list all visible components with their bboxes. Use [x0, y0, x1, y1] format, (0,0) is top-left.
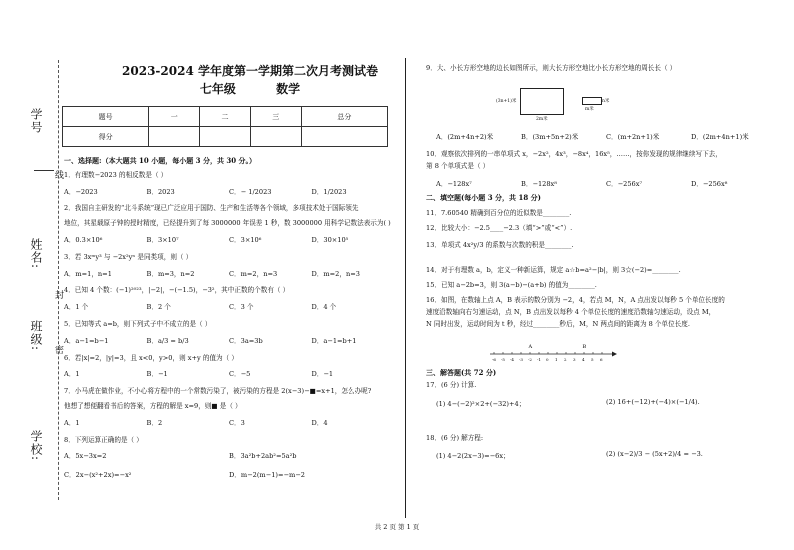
question-text: 第 8 个单项式是（ ） — [426, 162, 490, 170]
answer-option[interactable]: C．−256x⁷ — [606, 180, 643, 188]
small-rect-bottom-label: m米 — [585, 107, 594, 112]
id-underline — [34, 170, 54, 171]
answer-option[interactable]: A．1 个 — [64, 303, 89, 312]
number-line-ticks — [492, 352, 603, 362]
answer-option[interactable]: D．m=2，n=3 — [311, 269, 360, 278]
question-text: 13．单项式 4x²y/3 的系数与次数的积是________. — [426, 241, 574, 249]
table-cell: 一 — [149, 107, 200, 127]
number-line-tick-label: 4 — [582, 357, 585, 362]
answer-option[interactable]: (1) 4−2(2x−3)=−6x； — [436, 452, 510, 460]
point-b-label: B — [582, 344, 587, 350]
answer-option[interactable]: A．1 — [64, 370, 80, 379]
question-text: 12．比较大小：−2.5____−2.3（填“>”或“<”）. — [426, 224, 573, 232]
number-line-arrow — [612, 352, 617, 357]
answer-option[interactable]: B．m=3，n=2 — [146, 269, 195, 278]
question-text: 2．我国自主研发的“北斗系统”现已广泛应用于国防、生产和生活等各个领域，多项技术处于国际领先 — [64, 204, 359, 213]
question-text: 18．(6 分) 解方程: — [426, 434, 484, 442]
question-text: 3．若 3xᵐy³ 与 −2x²yⁿ 是同类项，则（ ） — [64, 252, 193, 261]
number-line-tick-label: -3 — [519, 357, 523, 362]
question-text: 7．小马虎在做作业，不小心将方程中的一个常数污染了，被污染的方程是 2(x−3)−■=x+1，怎么办呢? — [64, 387, 372, 396]
answer-option[interactable]: C．3a=3b — [229, 336, 263, 345]
question-text: 11．7.60540 精确到百分位的近似数是________. — [426, 209, 572, 217]
answer-option[interactable]: C．3×10⁶ — [229, 236, 262, 244]
answer-option[interactable]: C．−5 — [229, 370, 251, 379]
number-line-tick-label: 3 — [573, 357, 576, 362]
class-label: 班级: — [29, 320, 43, 352]
answer-option[interactable]: B．3×10⁷ — [146, 236, 179, 244]
answer-option[interactable]: D．(2m+4n+1)米 — [691, 133, 749, 141]
answer-option[interactable]: A．−128x⁷ — [436, 180, 472, 188]
answer-option[interactable]: (1) 4−(−2)²×2+(−32)+4； — [436, 400, 526, 408]
point-a-label: A — [528, 344, 533, 350]
answer-option[interactable]: C．m=2，n=3 — [229, 269, 278, 278]
section-heading: 一、选择题:（本大题共 10 小题，每小题 3 分，共 30 分。） — [64, 156, 257, 165]
number-line-tick-label: 5 — [591, 357, 594, 362]
seal-char-1: 线 — [53, 170, 63, 180]
name-label: 姓名: — [29, 238, 43, 270]
answer-option[interactable]: A．0.3×10⁶ — [64, 236, 103, 244]
table-cell[interactable] — [200, 127, 251, 147]
number-line-tick-label: -1 — [537, 357, 541, 362]
answer-option[interactable]: A．−2023 — [64, 187, 98, 196]
answer-option[interactable]: A．(2m+4n+2)米 — [436, 133, 494, 141]
question-text: 8．下列运算正确的是（ ） — [64, 435, 143, 444]
answer-option[interactable]: C．− 1/2023 — [229, 187, 272, 196]
page-footer: 共 2 页 第 1 页 — [374, 523, 420, 531]
question-text: 9．大、小长方形空地的边长如图所示，则大长方形空地比小长方形空地的周长长（ ） — [426, 64, 677, 72]
answer-option[interactable]: A．a−1=b−1 — [64, 336, 109, 345]
answer-option[interactable]: D．30×10⁵ — [311, 236, 349, 244]
question-text: 16．如图，在数轴上点 A，B 表示的数分别为 −2，4，若点 M，N，A 点出发以每秒 5 个单位长度的 — [426, 296, 725, 304]
answer-option[interactable]: C．3 个 — [229, 303, 254, 312]
seal-sidebar — [0, 0, 72, 550]
answer-option[interactable]: D．m−2(m−1)=−m−2 — [229, 471, 305, 480]
answer-option[interactable]: C．3 — [229, 418, 245, 427]
answer-option[interactable]: A．1 — [64, 418, 80, 427]
answer-option[interactable]: D．4 个 — [311, 303, 337, 312]
answer-option[interactable]: B．2 — [146, 418, 163, 427]
answer-option[interactable]: D．1/2023 — [311, 187, 347, 196]
number-line-tick-label: -2 — [528, 357, 532, 362]
answer-option[interactable]: D．a−1=b+1 — [311, 336, 357, 345]
page-subtitle — [100, 80, 400, 97]
answer-option[interactable]: D．4 — [311, 418, 328, 427]
question-text: 地位，其星载原子钟的授时精度，已经提升到了每 3000000 年误差 1 秒，数 3000000 用科学记数法表示为( ) — [64, 219, 391, 228]
column-divider — [405, 58, 406, 518]
number-line-tick-label: -5 — [501, 357, 505, 362]
table-cell[interactable] — [301, 127, 387, 147]
student-id-label: 学号 — [29, 108, 43, 134]
table-cell: 题号 — [63, 107, 149, 127]
question-text: 6．若|x|=2，|y|=3，且 x<0，y>0，则 x+y 的值为（ ） — [64, 353, 238, 362]
answer-option[interactable]: D．−1 — [311, 370, 334, 379]
number-line-tick-label: 6 — [600, 357, 603, 362]
question-text: N 同时出发，运动时间为 t 秒，经过________秒后，M，N 两点间的距离为 8 个单位长度. — [426, 320, 690, 328]
answer-option[interactable]: A．m=1，n=1 — [64, 269, 112, 278]
answer-option[interactable]: B．(3m+5n+2)米 — [521, 133, 579, 141]
answer-option[interactable]: (2) 16+(−12)+(−4)×(−1/4). — [606, 398, 700, 406]
question-text: 1．有理数−2023 的相反数是（ ） — [64, 170, 168, 179]
seal-char-3: 密 — [53, 345, 63, 355]
answer-option[interactable]: (2) (x−2)/3 − (5x+2)/4 = −3. — [606, 450, 703, 458]
score-table-score-row — [63, 127, 388, 147]
page-title: 2023-2024 学年度第一学期第二次月考测试卷 — [122, 64, 378, 78]
small-rectangle — [582, 97, 602, 105]
table-cell[interactable] — [149, 127, 200, 147]
section-heading: 三、解答题(共 72 分) — [426, 368, 497, 377]
score-table-header-row — [63, 107, 388, 127]
table-cell: 二 — [200, 107, 251, 127]
school-label: 学校: — [29, 430, 43, 462]
question-text: 15．已知 a−2b=3，则 3(a−b)−(a+b) 的值为________. — [426, 281, 597, 289]
small-rect-side-label: n米 — [602, 99, 610, 104]
number-line-tick-label: 0 — [546, 357, 549, 362]
big-rectangle — [520, 88, 564, 115]
big-rect-bottom-label: 2m米 — [536, 117, 548, 122]
answer-option[interactable]: C．2x−(x²+2x)=−x² — [64, 471, 132, 480]
answer-option[interactable]: D．−256x⁸ — [691, 180, 728, 188]
question-text: 他想了想便翻看书后的答案，方程的解是 x=9，则■ 是（ ） — [64, 402, 242, 410]
table-cell[interactable] — [250, 127, 301, 147]
score-table — [62, 106, 388, 147]
grade-label: 七年级 — [199, 82, 236, 96]
question-text: 17．(6 分) 计算. — [426, 381, 477, 389]
answer-option[interactable]: B．3a²b+2ab²=5a²b — [229, 452, 297, 461]
table-cell: 总分 — [301, 107, 387, 127]
subject-label: 数学 — [276, 82, 301, 96]
question-text: 10．观察依次排列的一串单项式 x，−2x²，4x³，−8x⁴，16x⁵，……，按你发现的规律继续写下去， — [426, 150, 722, 158]
seal-char-2: 封 — [53, 290, 63, 300]
big-rect-side-label: (3n+1)米 — [496, 99, 517, 104]
number-line-tick-label: -4 — [510, 357, 514, 362]
answer-option[interactable]: B．2023 — [146, 187, 175, 196]
answer-option[interactable]: A．5x−3x=2 — [64, 452, 107, 461]
question-text: 速度沿数轴向右匀速运动，点 N，B 点出发以每秒 4 个单位长度的速度沿数轴匀速运动，设点 M， — [426, 308, 716, 316]
question-text: 4．已知 4 个数：(−1)²⁰²³，|−2|，−(−1.5)，−3²，其中正数的个数有（ ） — [64, 286, 290, 295]
number-line — [488, 340, 618, 364]
question-text: 14．对于有理数 a，b，定义一种新运算，规定 a☆b=a²−|b|，则 3☆(−2)=________. — [426, 266, 681, 274]
seal-dashed-line — [58, 60, 59, 500]
number-line-tick-label: 1 — [555, 357, 558, 362]
table-cell: 三 — [250, 107, 301, 127]
answer-option[interactable]: B．−1 — [146, 370, 168, 379]
answer-option[interactable]: B．−128x⁸ — [521, 180, 557, 188]
section-heading: 二、填空题(每小题 3 分，共 18 分) — [426, 193, 541, 202]
answer-option[interactable]: C．(m+2n+1)米 — [606, 133, 660, 141]
answer-option[interactable]: B．a/3 = b/3 — [146, 336, 189, 345]
answer-option[interactable]: B．2 个 — [146, 303, 171, 312]
number-line-tick-label: -6 — [492, 357, 496, 362]
question-text: 5．已知等式 a=b，则下列式子中不成立的是（ ） — [64, 320, 212, 328]
table-cell: 得分 — [63, 127, 149, 147]
number-line-tick-label: 2 — [564, 357, 567, 362]
